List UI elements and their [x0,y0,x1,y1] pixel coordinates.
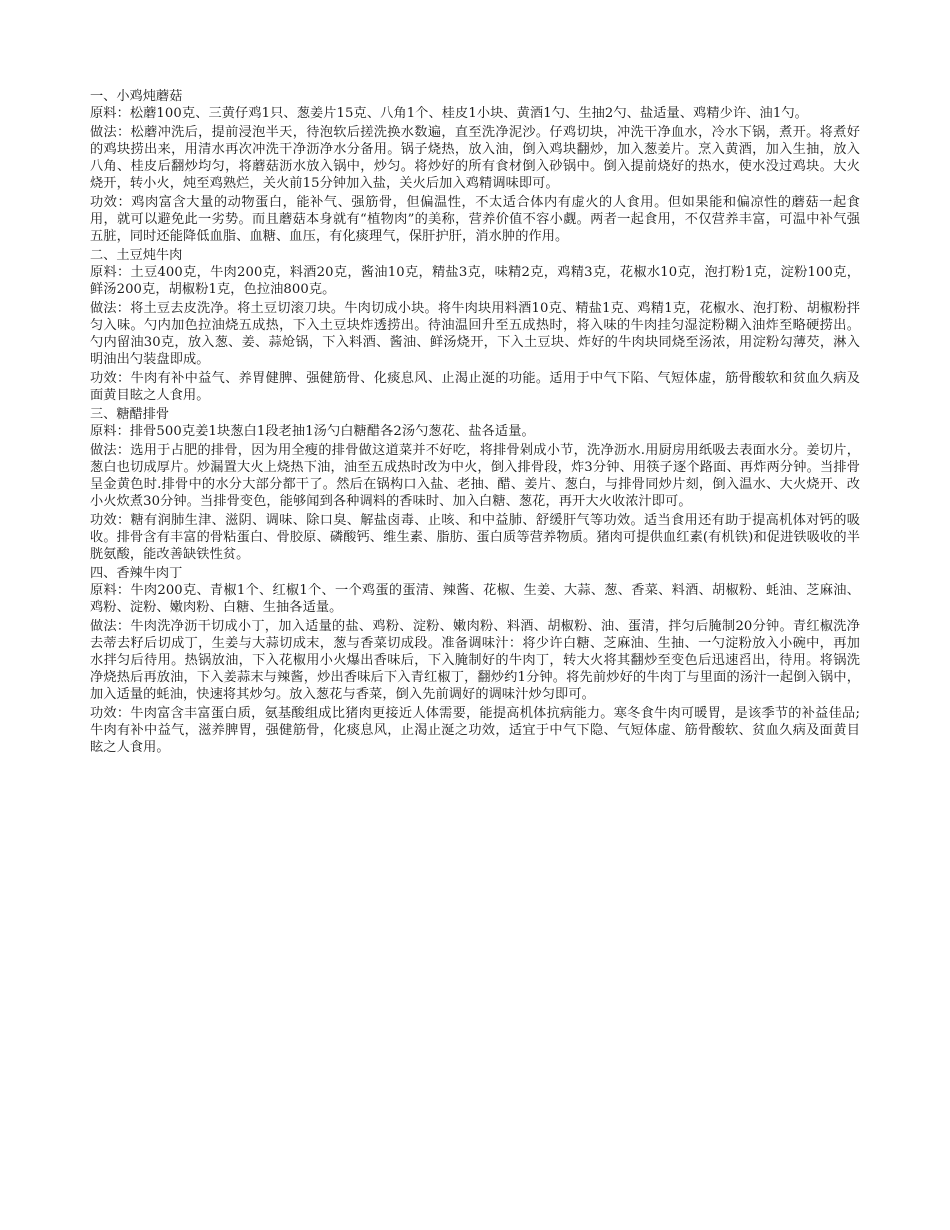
section-title: 一、小鸡炖蘑菇 [90,89,183,104]
ingredients-paragraph: 原料：排骨500克姜1块葱白1段老抽1汤勺白糖醋各2汤勺葱花、盐各适量。 [90,424,535,439]
effect-paragraph: 功效：糖有润肺生津、滋阴、调味、除口臭、解盐卤毒、止咳、和中益肺、舒缓肝气等功效。适当食用还有助于提高机体对钙的吸收。排骨含有丰富的骨粘蛋白、骨胶原、磷酸钙、维生素、脂肪、蛋白质等营养物质。猪肉可提供血红素(有机铁)和促进铁吸收的半胱氨酸，能改善缺铁性贫。 [90,513,860,562]
document-body [90,88,860,758]
recipe-section-4 [90,565,860,756]
recipe-section-3 [90,406,860,563]
method-paragraph: 做法：将土豆去皮洗净。将土豆切滚刀块。牛肉切成小块。将牛肉块用料酒10克、精盐1克、鸡精1克，花椒水、泡打粉、胡椒粉拌匀入味。勺内加色拉油烧五成热，下入土豆块炸透捞出。待油温回升至五成热时，将入味的牛肉挂匀湿淀粉糊入油炸至略硬捞出。勺内留油30克，放入葱、姜、蒜炝锅，下入料酒、酱油、鲜汤烧开，下入土豆块、炸好的牛肉块同烧至汤浓，用淀粉勾薄芡，淋入明油出勺装盘即成。 [90,301,860,367]
effect-paragraph: 功效：牛肉富含丰富蛋白质，氨基酸组成比猪肉更接近人体需要，能提高机体抗病能力。寒冬食牛肉可暖胃，是该季节的补益佳品;牛肉有补中益气，滋养脾胃，强健筋骨，化痰息风，止渴止涎之功效，适宜于中气下隐、气短体虚、筋骨酸软、贫血久病及面黄目眩之人食用。 [90,706,860,755]
method-paragraph: 做法：牛肉洗净沥干切成小丁，加入适量的盐、鸡粉、淀粉、嫩肉粉、料酒、胡椒粉、油、蛋清，拌匀后腌制20分钟。青红椒洗净去蒂去籽后切成丁，生姜与大蒜切成末，葱与香菜切成段。准备调味汁：将少许白糖、芝麻油、生抽、一勺淀粉放入小碗中，再加水拌匀后待用。热锅放油，下入花椒用小火爆出香味后，下入腌制好的牛肉丁，转大火将其翻炒至变色后迅速舀出，待用。将锅洗净烧热后再放油，下入姜蒜末与辣酱，炒出香味后下入青红椒丁，翻炒约1分钟。将先前炒好的牛肉丁与里面的汤汁一起倒入锅中，加入适量的蚝油，快速将其炒匀。放入葱花与香菜，倒入先前调好的调味汁炒匀即可。 [90,619,860,702]
method-paragraph: 做法：松蘑冲洗后，提前浸泡半天，待泡软后搓洗换水数遍，直至洗净泥沙。仔鸡切块，冲洗干净血水，冷水下锅，煮开。将煮好的鸡块捞出来，用清水再次冲洗干净沥净水分备用。锅子烧热，放入油，倒入鸡块翻炒，加入葱姜片。烹入黄酒，加入生抽，放入八角、桂皮后翻炒均匀，将蘑菇沥水放入锅中，炒匀。将炒好的所有食材倒入砂锅中。倒入提前烧好的热水，使水没过鸡块。大火烧开，转小火，炖至鸡熟烂，关火前15分钟加入盐，关火后加入鸡精调味即可。 [90,125,860,191]
method-paragraph: 做法：选用于占肥的排骨，因为用全瘦的排骨做这道菜并不好吃，将排骨剁成小节，洗净沥水.用厨房用纸吸去表面水分。姜切片，葱白也切成厚片。炒漏置大火上烧热下油，油至五成热时改为中火，倒入排骨段，炸3分钟、用筷子逐个路面、再炸两分钟。当排骨呈金黄色时.排骨中的水分大部分都干了。然后在锅构口入盐、老抽、醋、姜片、葱白，与排骨同炒片刻，倒入温水、大火烧开、改小火炊煮30分钟。当排骨变色，能够闻到各种调料的香味时、加入白糖、葱花，再开大火收浓汁即可。 [90,443,860,509]
ingredients-paragraph: 原料：松蘑100克、三黄仔鸡1只、葱姜片15克、八角1个、桂皮1小块、黄酒1勺、生抽2勺、盐适量、鸡精少许、油1勺。 [90,106,808,121]
section-title: 四、香辣牛肉丁 [90,566,183,581]
effect-paragraph: 功效：鸡肉富含大量的动物蛋白，能补气、强筋骨，但偏温性，不太适合体内有虚火的人食用。但如果能和偏凉性的蘑菇一起食用，就可以避免此一劣势。而且蘑菇本身就有“植物肉”的美称，营养价值不容小觑。两者一起食用，不仅营养丰富，可温中补气强五脏，同时还能降低血脂、血糖、血压，有化痰理气，保肝护肝，消水肿的作用。 [90,195,860,244]
section-title: 三、糖醋排骨 [90,407,170,422]
effect-paragraph: 功效：牛肉有补中益气、养胃健脾、强健筋骨、化痰息风、止渴止涎的功能。适用于中气下陷、气短体虚，筋骨酸软和贫血久病及面黄目眩之人食用。 [90,371,860,403]
ingredients-paragraph: 原料：牛肉200克、青椒1个、红椒1个、一个鸡蛋的蛋清、辣酱、花椒、生姜、大蒜、葱、香菜、料酒、胡椒粉、蚝油、芝麻油、鸡粉、淀粉、嫩肉粉、白糖、生抽各适量。 [90,583,860,615]
section-title: 二、土豆炖牛肉 [90,248,183,263]
ingredients-paragraph: 原料：土豆400克，牛肉200克，料酒20克，酱油10克，精盐3克，味精2克，鸡精3克，花椒水10克，泡打粉1克，淀粉100克，鲜汤200克，胡椒粉1克，色拉油800克。 [90,265,860,297]
recipe-section-1 [90,88,860,245]
recipe-section-2 [90,247,860,404]
